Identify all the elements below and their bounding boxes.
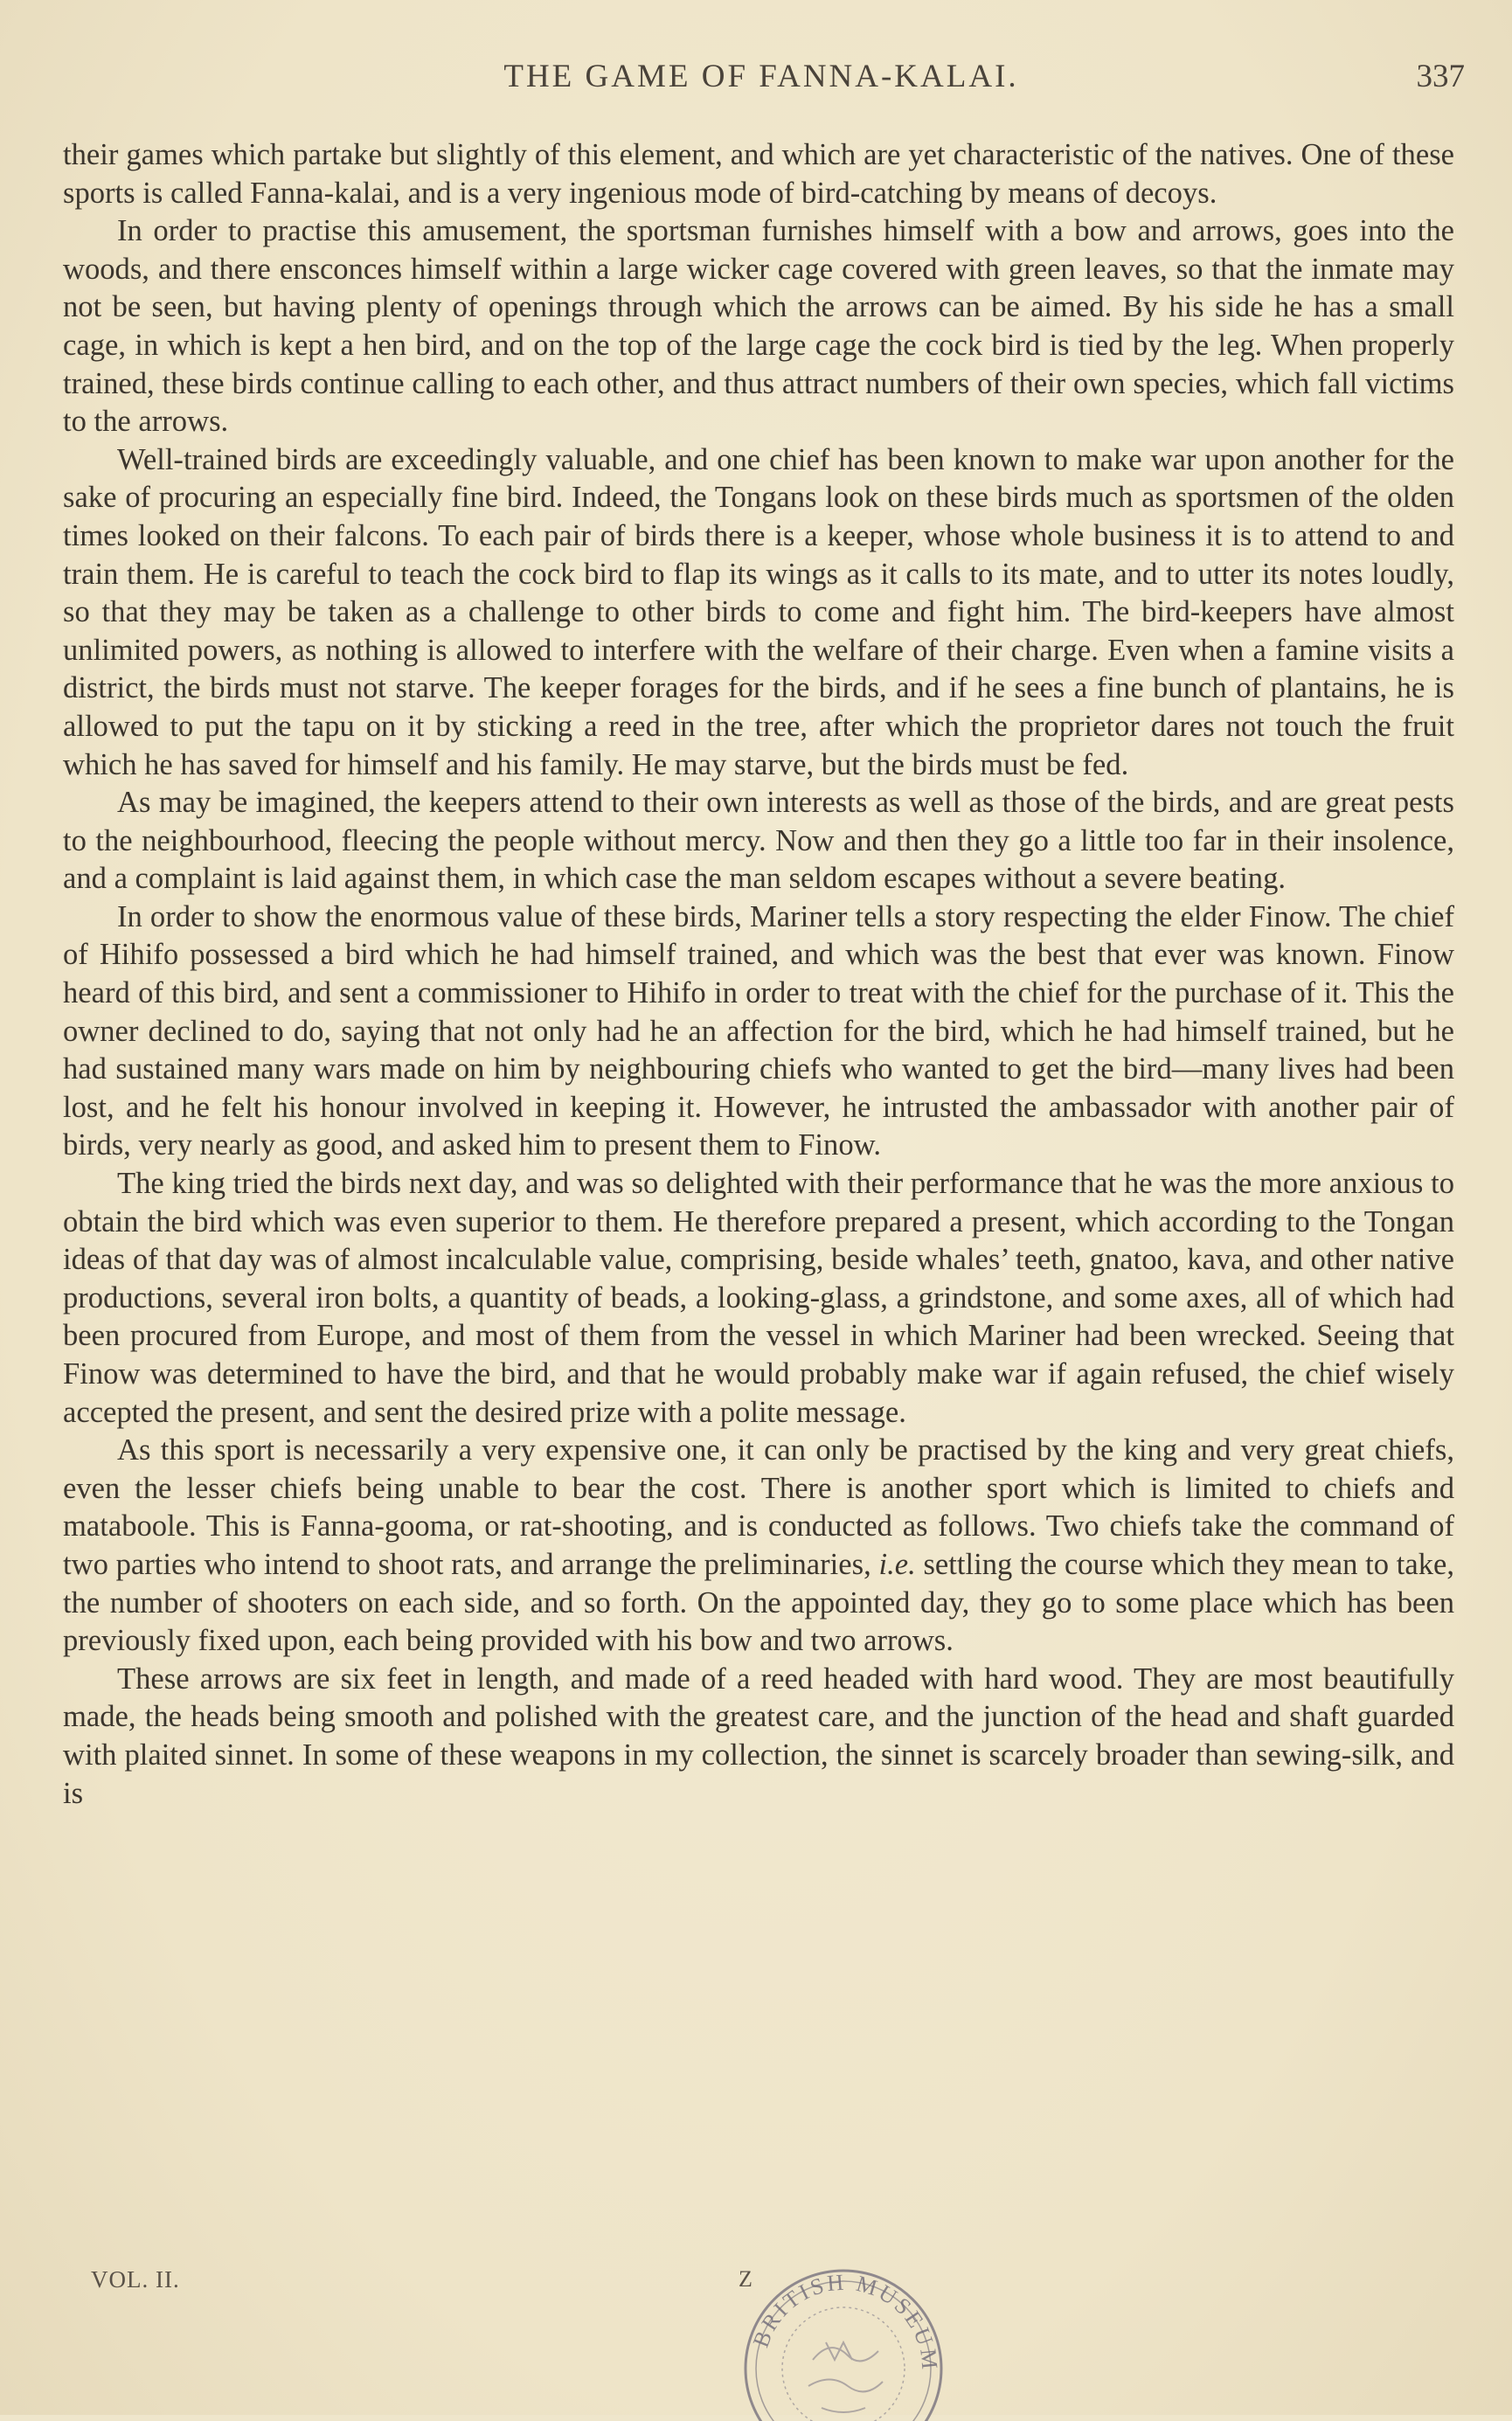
volume-footer: VOL. II. bbox=[91, 2266, 180, 2293]
paragraph-2: In order to practise this amusement, the sportsman furnishes himself with a bow and arrows, goes into the woods, and there ensconces himself within a large wicker cage covered with green leaves, so that the inmate may not be seen, but having plenty of openings through which the arrows can be aimed. By his side he has a small cage, in which is kept a hen bird, and on the top of the large cage the cock bird is tied by the leg. When properly trained, these birds continue calling to each other, and thus attract numbers of their own species, which fall victims to the arrows. bbox=[63, 214, 1454, 439]
stamp-text: BRITISH MUSEUM bbox=[747, 2269, 943, 2373]
paragraph-1: their games which partake but slightly of this element, and which are yet characteristic of the natives. One of these sports is called Fanna-kalai, and is a very ingenious mode of bird-catching by means of decoys. bbox=[63, 138, 1454, 210]
signature-mark: Z bbox=[739, 2266, 753, 2292]
paragraph-4: As may be imagined, the keepers attend to their own interests as well as those of the birds, and are great pests to the neighbourhood, fleecing the people without mercy. Now and then they go a little too far in their insolence, and a complaint is laid against them, in which case the man seldom escapes without a severe beating. bbox=[63, 786, 1454, 896]
running-title: THE GAME OF FANNA-KALAI. bbox=[503, 59, 1019, 94]
paragraph-7-part-2: settling the course which they mean to take, the number of shooters on each side, and so forth. On the appointed day, they go to some place which has been previously fixed upon, each being provided with his bow and two arrows. bbox=[63, 1547, 1454, 1658]
museum-stamp-icon bbox=[717, 2264, 970, 2421]
paragraph-5: In order to show the enormous value of these birds, Mariner tells a story respecting the elder Finow. The chief of Hihifo possessed a bird which he had himself trained, and which was the best that ever was known. Finow heard of this bird, and sent a commissioner to Hihifo in order to treat with the chief for the purchase of it. This the owner declined to do, saying that not only had he an affection for the bird, which he had himself trained, but he had sustained many wars made on him by neighbouring chiefs who wanted to get the bird—many lives had been lost, and he felt his honour involved in keeping it. However, he intrusted the ambassador with another pair of birds, very nearly as good, and asked him to present them to Finow. bbox=[63, 899, 1454, 1162]
paragraph-8: These arrows are six feet in length, and made of a reed headed with hard wood. They are most beautifully made, the heads being smooth and polished with the greatest care, and the junction of the head and shaft guarded with plaited sinnet. In some of these weapons in my collection, the sinnet is scarcely broader than sewing-silk, and is bbox=[63, 1661, 1454, 1810]
italic-abbreviation: i.e. bbox=[878, 1547, 916, 1581]
paragraph-6: The king tried the birds next day, and was so delighted with their performance that he was the more anxious to obtain the bird which was even superior to them. He therefore prepared a present, which according to the Tongan ideas of that day was of almost incalculable value, comprising, beside whales’ teeth, gnatoo, kava, and other native productions, several iron bolts, a quantity of beads, a looking-glass, a grindstone, and some axes, all of which had been procured from Europe, and most of them from the vessel in which Mariner had been wrecked. Seeing that Finow was determined to have the bird, and that he would probably make war if again refused, the chief wisely accepted the present, and sent the desired prize with a polite message. bbox=[63, 1167, 1454, 1429]
page-header bbox=[58, 58, 1465, 103]
body-text bbox=[63, 136, 1454, 1813]
paragraph-7 bbox=[63, 1432, 1454, 1661]
paragraph-7-part-1: As this sport is necessarily a very expensive one, it can only be practised by the king and very great chiefs, even the lesser chiefs being unable to bear the cost. There is another sport which is limited to chiefs and mataboole. This is Fanna-gooma, or rat-shooting, and is conducted as follows. Two chiefs take the command of two parties who intend to shoot rats, and arrange the preliminaries, bbox=[63, 1433, 1454, 1581]
svg-text:BRITISH MUSEUM bbox=[748, 2269, 943, 2372]
paragraph-3: Well-trained birds are exceedingly valuable, and one chief has been known to make war upon another for the sake of procuring an especially fine bird. Indeed, the Tongans look on these birds much as sportsmen of the olden times looked on their falcons. To each pair of birds there is a keeper, whose whole business it is to attend to and train them. He is careful to teach the cock bird to flap its wings as it calls to its mate, and to utter its notes loudly, so that they may be taken as a challenge to other birds to come and fight him. The bird-keepers have almost unlimited powers, as nothing is allowed to interfere with the welfare of their charge. Even when a famine visits a district, the birds must not starve. The keeper forages for the birds, and if he sees a fine bunch of plantains, he is allowed to put the tapu on it by sticking a reed in the tree, after which the proprietor dares not touch the fruit which he has saved for himself and his family. He may starve, but the birds must be fed. bbox=[63, 442, 1454, 781]
page-number: 337 bbox=[1416, 59, 1465, 94]
museum-stamp bbox=[717, 2264, 970, 2421]
